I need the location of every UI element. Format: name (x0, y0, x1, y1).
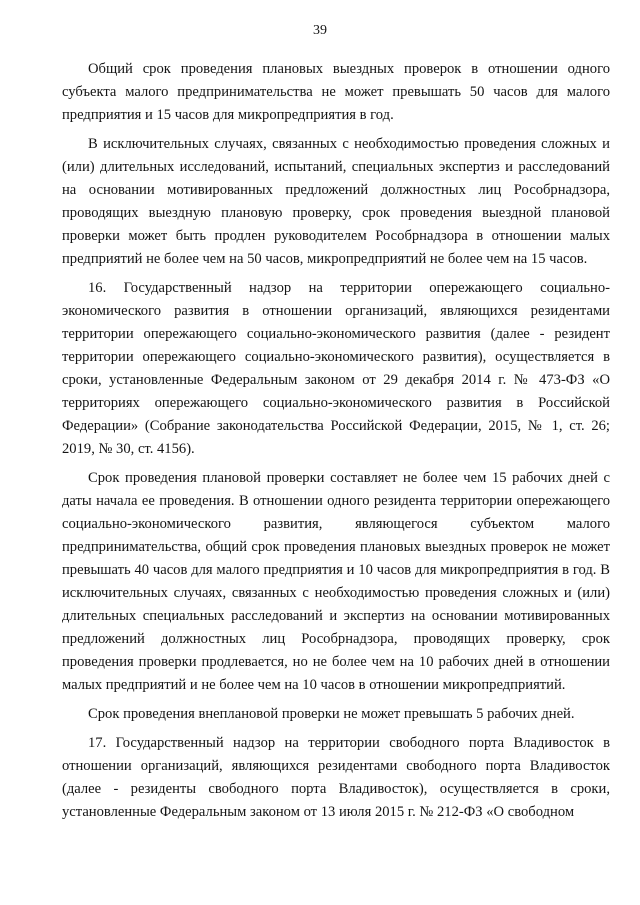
paragraph-planned-inspection-term: Срок проведения плановой проверки составляет не более чем 15 рабочих дней с даты начала ее проведения. В отношении одного резидента территории опережающего социально-экономического развития, являющегося субъектом малого предпринимательства, общий срок проведения плановых выездных проверок не может превышать 40 часов для малого предприятия и 10 часов для микропредприятия в год. В исключительных случаях, связанных с необходимостью проведения сложных и (или) длительных специальных расследований и экспертиз на основании мотивированных предложений должностных лиц Рособрнадзора, проводящих проверку, срок проведения проверки продлевается, но не более чем на 10 рабочих дней в отношении малых предприятий и не более чем на 10 часов в отношении микропредприятий. (62, 470, 610, 693)
page-number: 39 (313, 23, 327, 38)
paragraph-exceptional-cases: В исключительных случаях, связанных с необходимостью проведения сложных и (или) длительных исследований, испытаний, специальных экспертиз и расследований на основании мотивированных предложений должностных лиц Рособрнадзора, проводящих выездную плановую проверку, срок проведения выездной плановой проверки может быть продлен руководителем Рособрнадзора в отношении малых предприятий не более чем на 50 часов, микропредприятий не более чем на 15 часов. (62, 136, 610, 267)
paragraph-16-advanced-development-territory: 16. Государственный надзор на территории опережающего социально-экономического развития в отношении организаций, являющихся резидентами территории опережающего социально-экономического развития (далее - резидент территории опережающего социально-экономического развития), осуществляется в сроки, установленные Федеральным законом от 29 декабря 2014 г. № 473-ФЗ «О территориях опережающего социально-экономического развития в Российской Федерации» (Собрание законодательства Российской Федерации, 2015, № 1, ст. 26; 2019, № 30, ст. 4156). (62, 280, 610, 457)
paragraph-unscheduled-inspection-term: Срок проведения внеплановой проверки не может превышать 5 рабочих дней. (88, 706, 575, 722)
paragraph-total-inspection-term: Общий срок проведения плановых выездных проверок в отношении одного субъекта малого предпринимательства не может превышать 50 часов для малого предприятия и 15 часов для микропредприятия в год. (62, 61, 610, 123)
document-body (62, 58, 610, 830)
paragraph-17-free-port-vladivostok: 17. Государственный надзор на территории свободного порта Владивосток в отношении организаций, являющихся резидентами свободного порта Владивосток (далее - резиденты свободного порта Владивосток), осуществляется в сроки, установленные Федеральным законом от 13 июля 2015 г. № 212-ФЗ «О свободном (62, 735, 610, 820)
